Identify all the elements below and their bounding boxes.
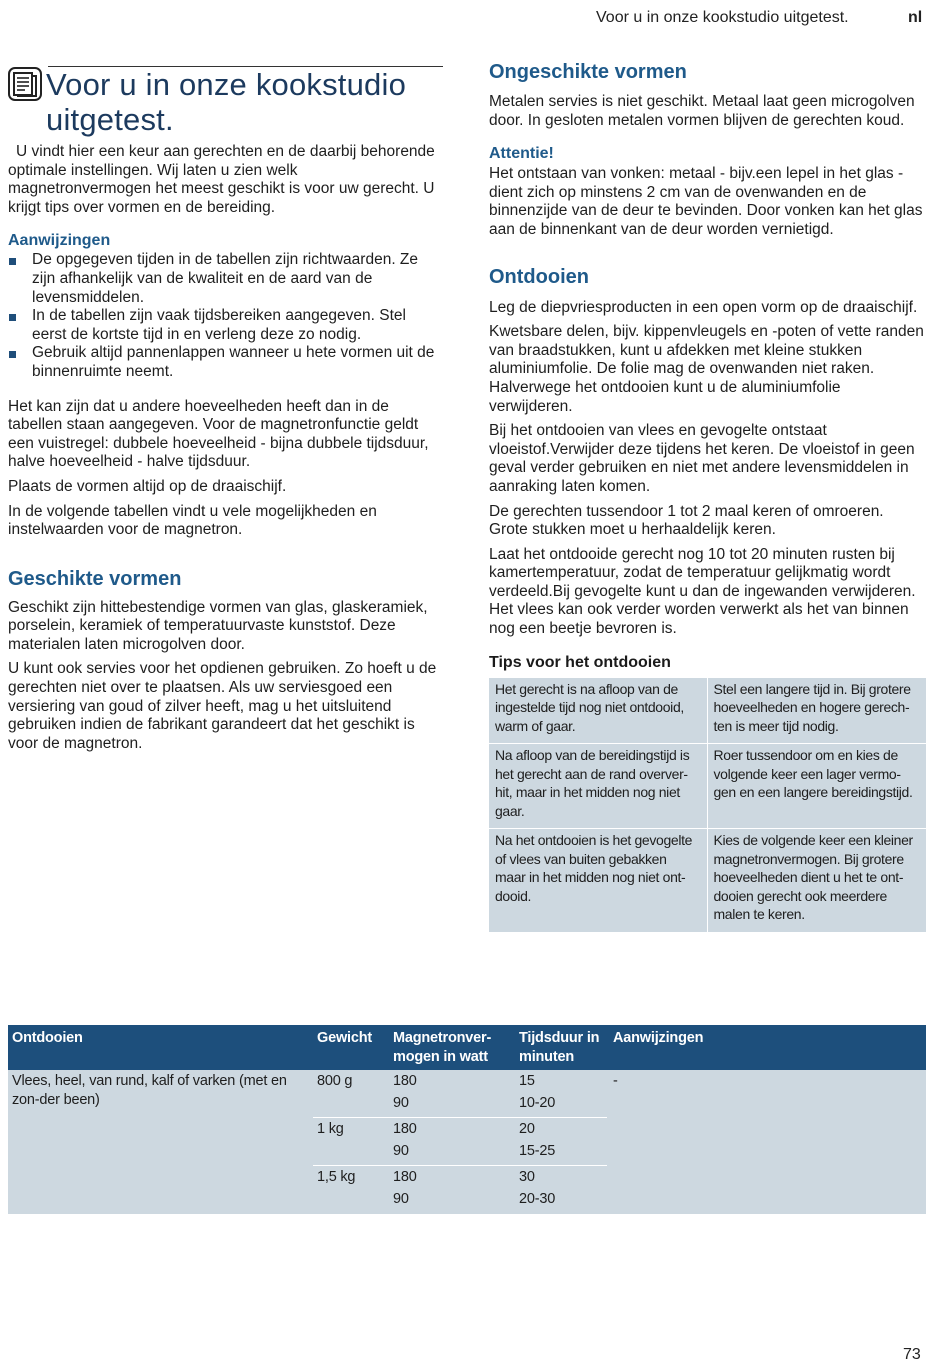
language-code: nl — [908, 9, 923, 26]
book-icon — [8, 67, 42, 101]
header-cell: Magnetronver-mogen in watt — [393, 1030, 492, 1065]
tip-problem: Na het ontdooien is het gevogelte of vlees van buiten gebakken maar in het midden nog niet ont-dooid. — [489, 829, 707, 932]
time-cell: 20 — [519, 1121, 535, 1137]
power-cell: 180 — [393, 1169, 417, 1185]
tables-paragraph: In de volgende tabellen vindt u vele mogelijkheden en instelwaarden voor de magnetron. — [8, 502, 377, 539]
weight-cell: 800 g — [317, 1073, 353, 1089]
suitable-paragraph-1: Geschikt zijn hittebestendige vormen van glas, glaskeramiek, porselein, keramiek of temperatuurvaste kunststof. Deze materialen laten microgolven door. — [8, 598, 428, 653]
notes-list — [8, 251, 443, 381]
header-cell: Gewicht — [317, 1030, 372, 1046]
food-cell: Vlees, heel, van rund, kalf of varken (met en zon-der been) — [12, 1073, 287, 1108]
tips-heading: Tips voor het ontdooien — [489, 653, 671, 671]
table-row — [489, 678, 926, 744]
right-column — [489, 60, 926, 932]
tip-problem: Na afloop van de bereidingstijd is het gerecht aan de rand overver-hit, maar in het midden nog niet gaar. — [489, 744, 707, 829]
note-cell: - — [613, 1073, 618, 1089]
defrost-table — [8, 1025, 926, 1214]
time-cell: 15-25 — [519, 1143, 556, 1159]
quantity-paragraph: Het kan zijn dat u andere hoeveelheden heeft dan in de tabellen staan aangegeven. Voor de magnetronfunctie geldt een vuistregel: dubbele hoeveelheid - bijna dubbele tijdsduur, halve hoeveelheid - halve tijdsduur. — [8, 397, 429, 471]
defrost-paragraph: Laat het ontdooide gerecht nog 10 tot 20 minuten rusten bij kamertemperatuur, zodat de temperatuur gelijkmatig wordt verdeeld.Bij gevogelte kunt u dan de ingewanden verwijderen. Het vlees kan ook verder worden verwerkt als het van binnen nog een beetje bevroren is. — [489, 545, 916, 638]
unsuitable-paragraph: Metalen servies is niet geschikt. Metaal laat geen microgolven door. In gesloten metalen vormen blijven de gerechten koud. — [489, 93, 915, 129]
running-title: Voor u in onze kookstudio uitgetest. — [596, 9, 849, 26]
time-cell: 10-20 — [519, 1095, 556, 1111]
time-cell: 15 — [519, 1073, 535, 1089]
attention-paragraph: Het ontstaan van vonken: metaal - bijv.een lepel in het glas - dient zich op minstens 2 cm van de ovenwanden en de binnenzijde van de deur te bevinden. Door vonken kan het glas aan de binnenkant van de deur worden vernietigd. — [489, 165, 923, 238]
turntable-paragraph: Plaats de vormen altijd op de draaischijf. — [8, 477, 287, 495]
title-block — [8, 67, 443, 137]
attention-heading: Attentie! — [489, 145, 554, 163]
table-row — [489, 744, 926, 829]
suitable-heading: Geschikte vormen — [8, 567, 182, 590]
notes-heading: Aanwijzingen — [8, 232, 111, 250]
defrost-paragraph: De gerechten tussendoor 1 tot 2 maal keren of omroeren. Grote stukken moet u herhaaldelijk keren. — [489, 502, 884, 539]
header-cell: Ontdooien — [12, 1030, 83, 1046]
suitable-paragraph-2: U kunt ook servies voor het opdienen gebruiken. Zo hoeft u de gerechten niet over te plaatsen. Als uw serviesgoed een versiering van goud of zilver heeft, mag u het uitsluitend gebruiken indien de fabrikant garandeert dat het geschikt is voor de magnetron. — [8, 660, 437, 752]
page-number: 73 — [903, 1346, 921, 1363]
note-item: Gebruik altijd pannenlappen wanneer u hete vormen uit de binnenruimte neemt. — [8, 344, 443, 381]
weight-cell: 1,5 kg — [317, 1169, 356, 1185]
tips-table — [489, 678, 926, 932]
page-title-line-2: uitgetest. — [46, 102, 174, 137]
page-title-line-1: Voor u in onze kookstudio — [46, 67, 407, 102]
weight-cell: 1 kg — [317, 1121, 344, 1137]
power-cell: 90 — [393, 1095, 409, 1111]
intro-paragraph: U vindt hier een keur aan gerechten en de daarbij behorende optimale instellingen. Wij laten u zien welk magnetronvermogen het meest geschikt is voor uw gerecht. U krijgt tips over vormen en de bereiding. — [8, 143, 435, 216]
header-cell: Tijdsduur in minuten — [519, 1030, 600, 1065]
left-column — [8, 66, 443, 753]
tip-solution: Kies de volgende keer een kleiner magnetronvermogen. Bij grotere hoeveelheden dient u het te ont-dooien gerecht ook meerdere malen te keren. — [707, 829, 926, 932]
unsuitable-heading: Ongeschikte vormen — [489, 61, 687, 83]
note-item: De opgegeven tijden in de tabellen zijn richtwaarden. Ze zijn afhankelijk van de kwaliteit en de aard van de levensmiddelen. — [8, 251, 443, 307]
power-cell: 90 — [393, 1191, 409, 1207]
tip-solution: Roer tussendoor om en kies de volgende keer een lager vermo-gen en een langere bereidingstijd. — [707, 744, 926, 829]
table-header — [8, 1025, 926, 1070]
header-cell: Aanwijzingen — [613, 1030, 704, 1046]
tip-solution: Stel een langere tijd in. Bij grotere hoeveelheden en hogere gerech-ten is meer tijd nodig. — [707, 678, 926, 744]
note-item: In de tabellen zijn vaak tijdsbereiken aangegeven. Stel eerst de kortste tijd in en verleng deze zo nodig. — [8, 307, 443, 344]
table-row — [489, 829, 926, 932]
page-header — [0, 0, 950, 40]
page-title — [46, 67, 443, 137]
defrost-paragraph: Kwetsbare delen, bijv. kippenvleugels en -poten of vette randen van braadstukken, kunt u afdekken met kleine stukken aluminiumfolie. De folie mag de ovenwanden niet raken. Halverwege het ontdooien kunt u de aluminiumfolie verwijderen. — [489, 323, 924, 415]
power-cell: 180 — [393, 1073, 417, 1089]
tip-problem: Het gerecht is na afloop van de ingestelde tijd nog niet ontdooid, warm of gaar. — [495, 680, 684, 734]
power-cell: 90 — [393, 1143, 409, 1159]
power-cell: 180 — [393, 1121, 417, 1137]
row-divider — [313, 1117, 607, 1118]
time-cell: 30 — [519, 1169, 535, 1185]
defrost-paragraph: Leg de diepvriesproducten in een open vorm op de draaischijf. — [489, 298, 918, 316]
row-divider — [313, 1165, 607, 1166]
time-cell: 20-30 — [519, 1191, 556, 1207]
defrost-heading: Ontdooien — [489, 265, 589, 288]
defrost-paragraph: Bij het ontdooien van vlees en gevogelte ontstaat vloeistof.Verwijder deze tijdens het keren. De vloeistof in geen geval verder gebruiken en niet met andere levensmiddelen in aanraking laten komen. — [489, 422, 915, 495]
